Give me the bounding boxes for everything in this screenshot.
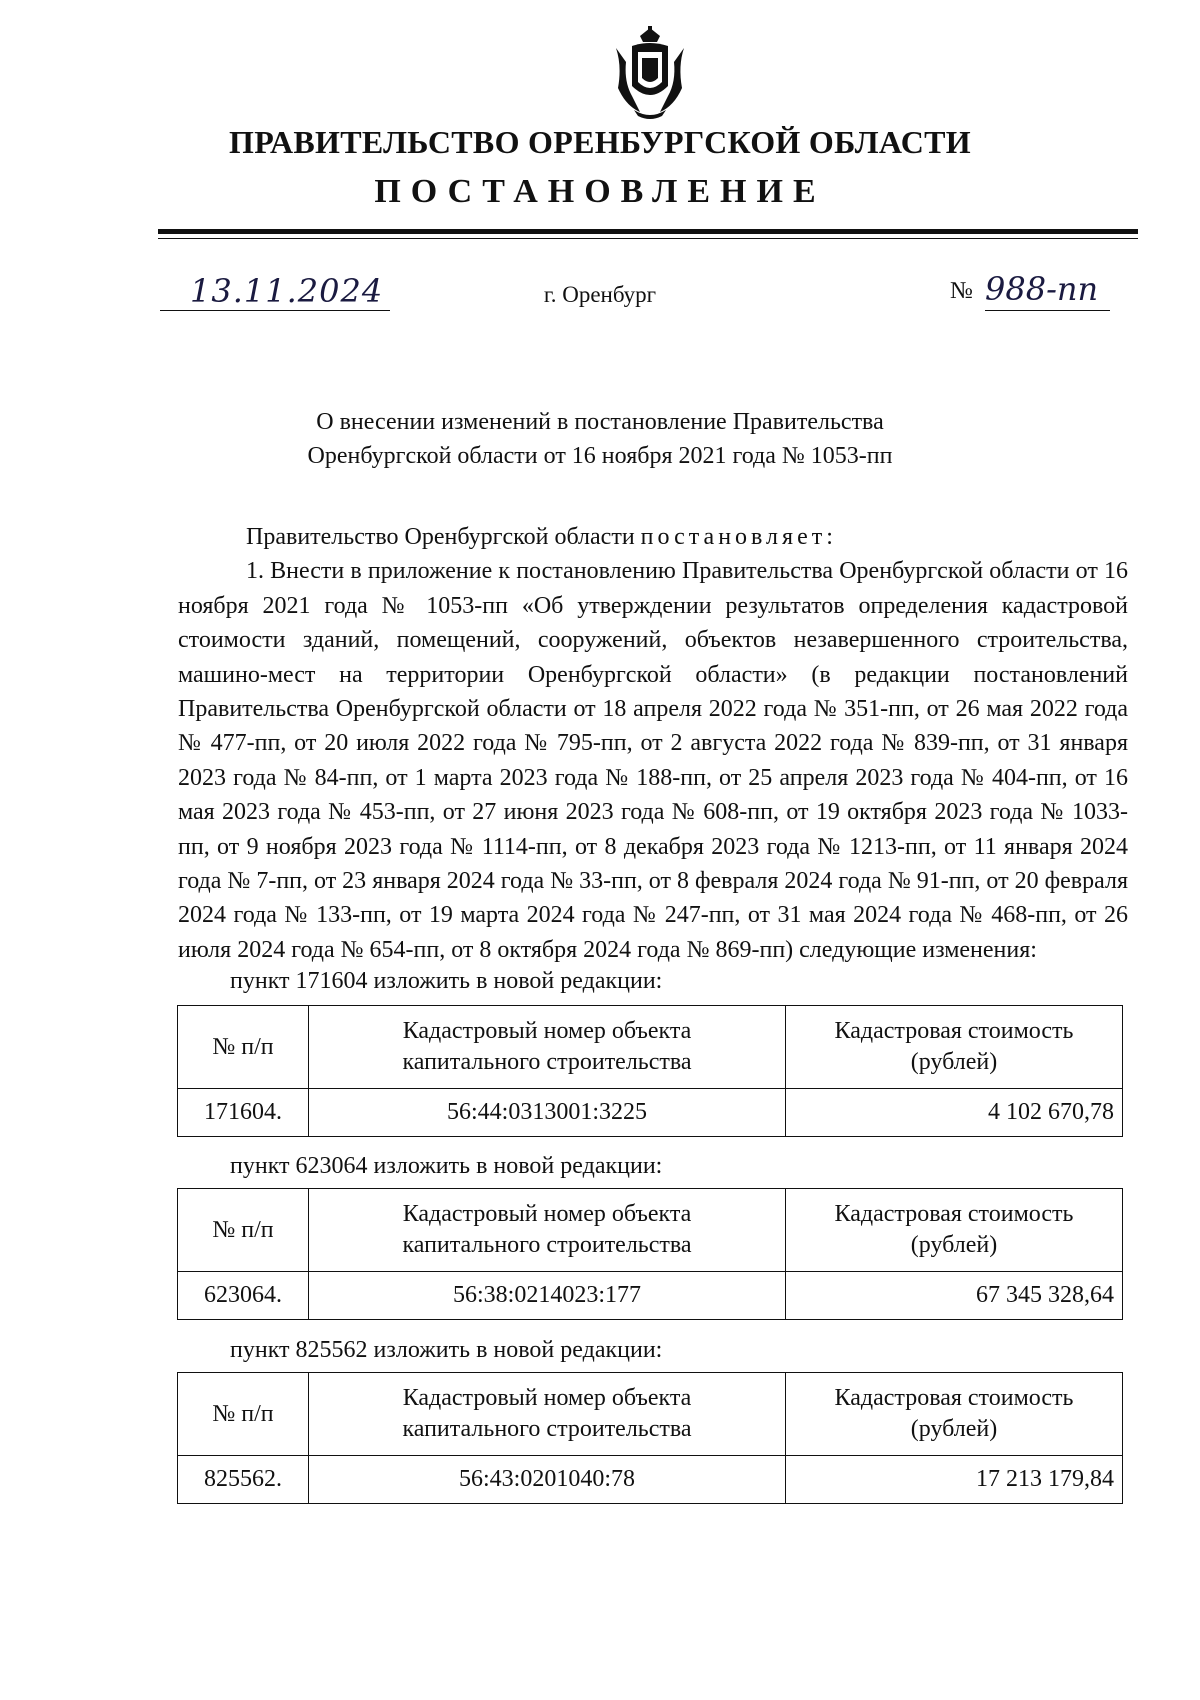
document-number: 988-пп xyxy=(985,270,1099,308)
document-type-title: ПОСТАНОВЛЕНИЕ xyxy=(374,173,826,210)
header-cadastral xyxy=(309,1006,786,1089)
header-number: № п/п xyxy=(178,1189,309,1272)
row-number: 825562. xyxy=(178,1456,309,1504)
row-cadastral: 56:43:0201040:78 xyxy=(309,1456,786,1504)
header-rule-thick xyxy=(158,229,1138,234)
document-number-label: № xyxy=(950,278,973,304)
header-cadastral-line-2: капитального строительства xyxy=(402,1232,692,1258)
header-value-line-2: (рублей) xyxy=(910,1232,998,1258)
row-number: 171604. xyxy=(178,1089,309,1137)
item-1-paragraph: 1. Внести в приложение к постановлению Правительства Оренбургской области от 16 ноября 2021 года № 1053-пп «Об утверждении результатов определения кадастровой стоимости зданий, помещений, сооружений, объектов незавершенного строительства, машино-мест на территории Оренбургской области» (в редакции постановлений Правительства Оренбургской области от 18 апреля 2022 года № 351-пп, от 26 мая 2022 года № 477-пп, от 20 июля 2022 года № 795-пп, от 2 августа 2022 года № 839-пп, от 31 января 2023 года № 84-пп, от 1 марта 2023 года № 188-пп, от 25 апреля 2023 года № 404-пп, от 16 мая 2023 года № 453-пп, от 27 июня 2023 года № 608-пп, от 19 октября 2023 года № 1033-пп, от 9 ноября 2023 года № 1114-пп, от 8 декабря 2023 года № 1213-пп, от 11 января 2024 года № 7-пп, от 23 января 2024 года № 33-пп, от 8 февраля 2024 года № 91-пп, от 20 февраля 2024 года № 133-пп, от 19 марта 2024 года № 247-пп, от 31 мая 2024 года № 468-пп, от 26 июля 2024 года № 654-пп, от 8 октября 2024 года № 869-пп) следующие изменения: xyxy=(178,558,1128,963)
header-rule-thin xyxy=(158,238,1138,239)
clause-label: пункт 171604 изложить в новой редакции: xyxy=(230,968,663,994)
cadastral-table xyxy=(177,1188,1123,1320)
table-row xyxy=(178,1272,1123,1320)
table-header-row xyxy=(178,1373,1123,1456)
table-header-row xyxy=(178,1006,1123,1089)
header-cadastral-line-1: Кадастровый номер объекта xyxy=(402,1385,692,1411)
table-row xyxy=(178,1456,1123,1504)
header-cadastral-line-1: Кадастровый номер объекта xyxy=(402,1201,692,1227)
coat-of-arms-icon xyxy=(610,26,690,120)
document-body xyxy=(178,520,1128,967)
document-city: г. Оренбург xyxy=(543,282,657,307)
header-cadastral-line-2: капитального строительства xyxy=(402,1049,692,1075)
header-value xyxy=(786,1006,1123,1089)
document-date: 13.11.2024 xyxy=(190,272,384,310)
header-value-line-2: (рублей) xyxy=(910,1049,998,1075)
clause-label: пункт 623064 изложить в новой редакции: xyxy=(230,1153,663,1179)
row-cadastral: 56:44:0313001:3225 xyxy=(309,1089,786,1137)
government-title: ПРАВИТЕЛЬСТВО ОРЕНБУРГСКОЙ ОБЛАСТИ xyxy=(229,124,971,160)
decree-line-text: Правительство Оренбургской области xyxy=(246,524,641,550)
header-value xyxy=(786,1373,1123,1456)
header-cadastral-line-2: капитального строительства xyxy=(402,1416,692,1442)
row-value: 17 213 179,84 xyxy=(786,1456,1123,1504)
header-value xyxy=(786,1189,1123,1272)
row-cadastral: 56:38:0214023:177 xyxy=(309,1272,786,1320)
header-cadastral-line-1: Кадастровый номер объекта xyxy=(402,1018,692,1044)
header-value-line-2: (рублей) xyxy=(910,1416,998,1442)
clause-label: пункт 825562 изложить в новой редакции: xyxy=(230,1337,663,1363)
table-header-row xyxy=(178,1189,1123,1272)
subject-line-1: О внесении изменений в постановление Правительства xyxy=(316,409,884,435)
header-number: № п/п xyxy=(178,1006,309,1089)
cadastral-table xyxy=(177,1005,1123,1137)
decree-line xyxy=(178,520,1128,554)
row-value: 67 345 328,64 xyxy=(786,1272,1123,1320)
header-value-line-1: Кадастровая стоимость xyxy=(834,1385,1074,1411)
row-value: 4 102 670,78 xyxy=(786,1089,1123,1137)
document-subject xyxy=(0,405,1200,473)
subject-line-2: Оренбургской области от 16 ноября 2021 года № 1053-пп xyxy=(307,443,893,469)
table-row xyxy=(178,1089,1123,1137)
header-cadastral xyxy=(309,1189,786,1272)
decree-word: постановляет: xyxy=(640,524,837,550)
cadastral-table xyxy=(177,1372,1123,1504)
header-cadastral xyxy=(309,1373,786,1456)
header-value-line-1: Кадастровая стоимость xyxy=(834,1201,1074,1227)
header-number: № п/п xyxy=(178,1373,309,1456)
row-number: 623064. xyxy=(178,1272,309,1320)
header-value-line-1: Кадастровая стоимость xyxy=(834,1018,1074,1044)
